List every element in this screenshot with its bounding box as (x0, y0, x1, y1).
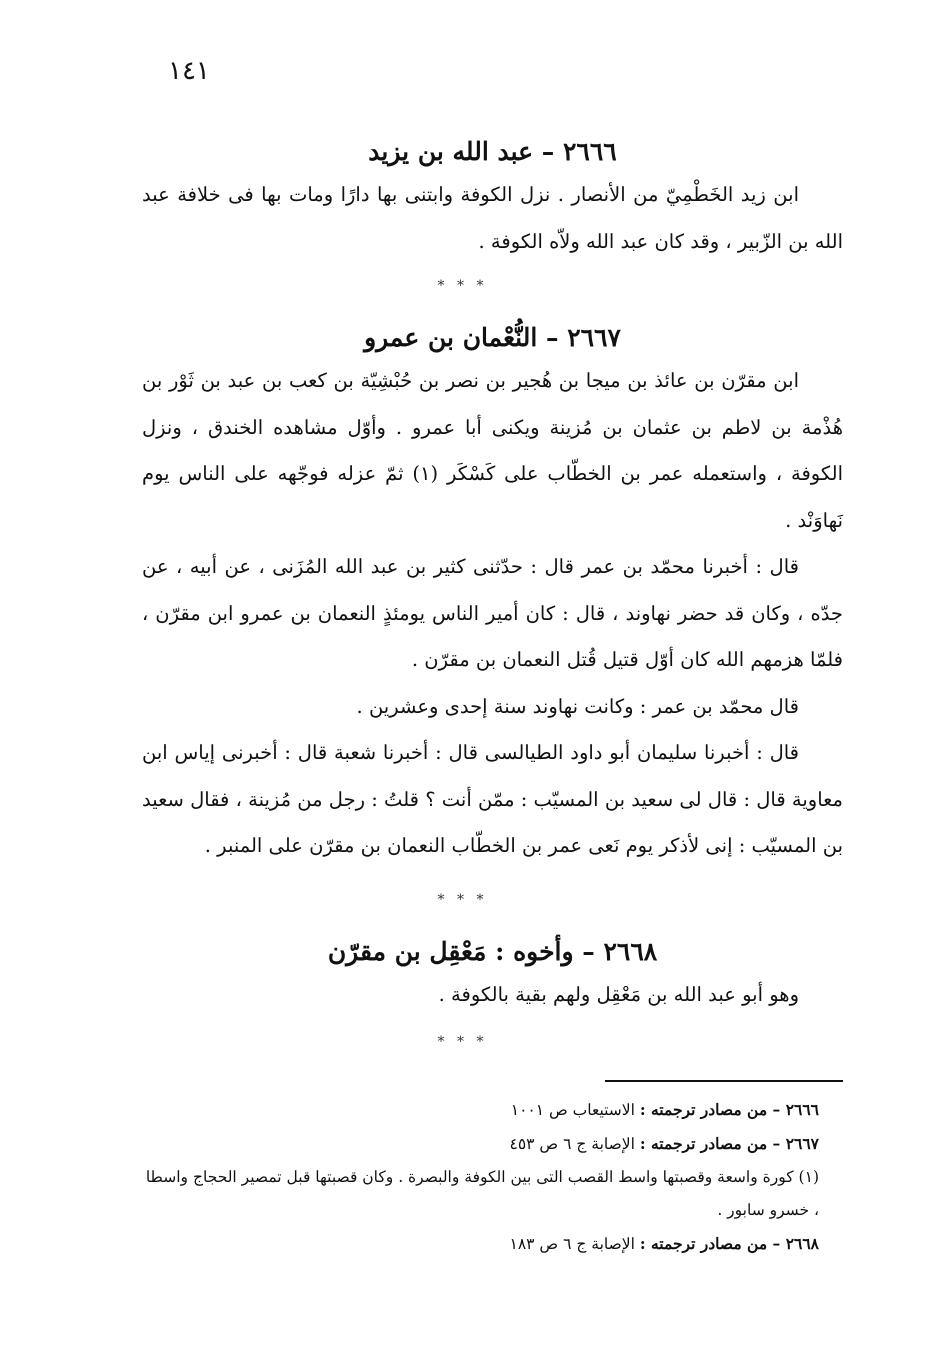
section-separator: * * * (437, 278, 488, 294)
footnotes (142, 1093, 843, 1261)
entry-2666-heading: ٢٦٦٦ – عبد الله بن يزيد (368, 137, 617, 166)
footnote-1: (١) كورة واسعة وقصبتها واسط القصب التى بين الكوفة والبصرة . وكان قصبتها قبل تمصير الحجاج واسطا ، خسرو سابور . (145, 1168, 819, 1219)
page-number: ١٤١ (168, 56, 210, 86)
entry-2666-paragraph: ابن زيد الخَطْمِيّ من الأنصار . نزل الكوفة وابتنى بها دارًا ومات بها فى خلافة عبد الله بن الزّبير ، وقد كان عبد الله ولاّه الكوفة . (142, 183, 843, 253)
footnote-2666-label: ٢٦٦٦ – من مصادر ترجمته : (639, 1100, 819, 1119)
entry-2667-heading: ٢٦٦٧ – النُّعْمان بن عمرو (364, 323, 621, 352)
entry-2668-heading: ٢٦٦٨ – وأخوه : مَعْقِل بن مقرّن (327, 937, 658, 966)
footnote-2666-text: الاستيعاب ص ١٠٠١ (510, 1101, 635, 1119)
entry-2667-paragraph-3: قال محمّد بن عمر : وكانت نهاوند سنة إحدى وعشرين . (356, 694, 799, 718)
footnote-2668-text: الإصابة ج ٦ ص ١٨٣ (509, 1235, 635, 1253)
footnote-2666 (142, 1093, 843, 1127)
entry-2668-paragraph: وهو أبو عبد الله بن مَعْقِل ولهم بقية بالكوفة . (438, 983, 799, 1006)
entry-2667-paragraph-4: قال : أخبرنا سليمان أبو داود الطيالسى قال : أخبرنا شعبة قال : أخبرنى إياس ابن معاوية قال : قال لى سعيد بن المسيّب : ممّن أنت ؟ قلتُ : رجل من مُزينة ، فقال سعيد بن المسيّب : إنى لأذكر يوم نَعى عمر بن الخطّاب النعمان بن مقرّن على المنبر . (142, 741, 843, 857)
footnote-2668 (142, 1227, 843, 1261)
footnote-2667 (142, 1127, 843, 1161)
entry-2666-body (142, 172, 843, 265)
entry-2667-paragraph-2: قال : أخبرنا محمّد بن عمر قال : حدّثنى كثير بن عبد الله المُزَنى ، عن أبيه ، عن جدّه ، وكان قد حضر نهاوند ، قال : كان أمير الناس يومئذٍ النعمان بن عمرو ابن مقرّن ، فلمّا هزمهم الله كان أوّل قتيل قُتل النعمان بن مقرّن . (142, 555, 843, 671)
section-separator: * * * (437, 1034, 488, 1050)
footnote-rule (605, 1080, 843, 1082)
footnote-2667-text: الإصابة ج ٦ ص ٤٥٣ (509, 1135, 635, 1153)
footnote-2667-label: ٢٦٦٧ – من مصادر ترجمته : (639, 1134, 819, 1153)
entry-2667-paragraph-1: ابن مقرّن بن عائذ بن ميجا بن هُجير بن نصر بن حُبْشِيّة بن كعب بن عبد بن ثَوْر بن هُذْمة بن لاطم بن عثمان بن مُزينة ويكنى أبا عمرو . وأوّل مشاهده الخندق ، ونزل الكوفة ، واستعمله عمر بن الخطّاب على كَسْكَر (١) ثمّ عزله فوجّهه على الناس يوم نَهاوَنْد . (142, 369, 843, 532)
entry-2667-body (142, 358, 843, 870)
entry-2668-body (142, 972, 843, 1019)
section-separator: * * * (437, 892, 488, 908)
footnote-2668-label: ٢٦٦٨ – من مصادر ترجمته : (639, 1234, 819, 1253)
